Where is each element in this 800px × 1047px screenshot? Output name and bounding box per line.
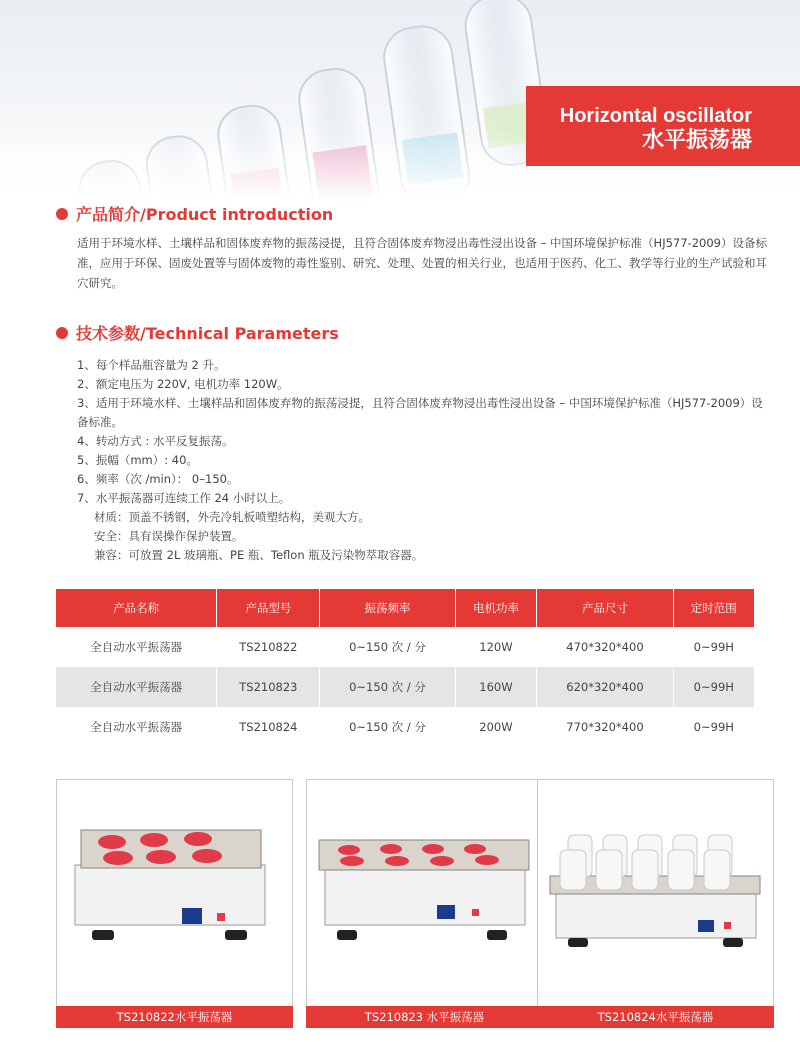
table-cell: TS210822	[217, 627, 320, 667]
oscillator-image	[538, 780, 773, 1006]
param-item: 5、振幅（mm）: 40。	[77, 453, 198, 467]
table-cell: 0~150 次 / 分	[320, 627, 455, 667]
table-header-cell: 振荡频率	[320, 589, 455, 627]
table-cell: 470*320*400	[537, 627, 673, 667]
table-row	[56, 667, 754, 707]
table-cell: 0~99H	[693, 720, 734, 734]
params-heading-text: 技术参数/Technical Parameters	[76, 324, 339, 343]
param-item: 7、水平振荡器可连续工作 24 小时以上。	[77, 491, 291, 505]
product-label: TS210824水平振荡器	[537, 1006, 774, 1028]
param-item: 材质：顶盖不锈钢，外壳冷轧板喷塑结构，美观大方。	[94, 510, 370, 524]
table-cell: TS210823	[217, 667, 320, 707]
table-cell: 0~99H	[673, 667, 754, 707]
hero-banner	[0, 0, 800, 200]
product-label: TS210823 水平振荡器	[306, 1006, 543, 1028]
table-cell: 0~150 次 / 分	[320, 707, 455, 747]
table-row	[56, 707, 754, 747]
param-item: 安全：具有误操作保护装置。	[94, 529, 244, 543]
spec-table	[56, 589, 754, 747]
table-cell: 620*320*400	[537, 667, 673, 707]
title-cn: 水平振荡器	[641, 128, 752, 153]
title-en: Horizontal oscillator	[559, 105, 752, 127]
param-item: 4、转动方式 : 水平反复振荡。	[77, 434, 234, 448]
bullet-dot-icon	[56, 327, 68, 339]
table-cell: 160W	[455, 667, 537, 707]
table-cell: 全自动水平振荡器	[56, 707, 217, 747]
table-cell: 0~150 次 / 分	[320, 667, 455, 707]
table-header-row	[56, 589, 754, 627]
table-cell: 0~99H	[693, 640, 734, 654]
title-box	[526, 86, 800, 166]
params-heading	[56, 321, 339, 344]
table-header-cell: 产品尺寸	[537, 589, 673, 627]
param-item: 兼容：可放置 2L 玻璃瓶、PE 瓶、Teflon 瓶及污染物萃取容器。	[94, 548, 424, 562]
table-header-cell: 产品型号	[217, 589, 320, 627]
oscillator-image	[57, 780, 292, 1006]
table-cell: 770*320*400	[537, 707, 673, 747]
table-cell: 120W	[455, 627, 537, 667]
intro-heading-text: 产品简介/Product introduction	[76, 205, 334, 224]
param-item: 2、额定电压为 220V, 电机功率 120W。	[77, 377, 289, 391]
product-label: TS210822水平振荡器	[56, 1006, 293, 1028]
table-cell: 200W	[455, 707, 537, 747]
table-cell: 全自动水平振荡器	[56, 627, 217, 667]
params-list	[77, 356, 767, 565]
product-card-ts210822	[56, 779, 293, 1028]
table-header-cell: 产品名称	[56, 589, 217, 627]
table-header-cell: 电机功率	[455, 589, 537, 627]
intro-body: 适用于环境水样、土壤样品和固体废弃物的振荡浸提，且符合固体废弃物浸出毒性浸出设备 – 中国环境保护标准（HJ577-2009）设备标准，应用于环保、固废处置等与固体废物的毒性鉴别、研究、处理、处置的相关行业，也适用于医药、化工、教学等行业的生产试验和耳穴研究。	[77, 236, 767, 290]
table-cell: TS210824	[217, 707, 320, 747]
param-item: 3、适用于环境水样、土壤样品和固体废弃物的振荡浸提，且符合固体废弃物浸出毒性浸出设备 – 中国环境保护标准（HJ577-2009）设备标准。	[77, 396, 763, 429]
product-card-ts210824	[537, 779, 774, 1028]
intro-heading	[56, 202, 333, 225]
table-header-cell: 定时范围	[673, 589, 754, 627]
param-item: 1、每个样品瓶容量为 2 升。	[77, 358, 226, 372]
product-card-ts210823	[306, 779, 543, 1028]
table-row	[56, 627, 754, 667]
oscillator-image	[307, 780, 542, 1006]
table-cell: 全自动水平振荡器	[56, 667, 217, 707]
param-item: 6、频率（次 /min）： 0–150。	[77, 472, 239, 486]
bullet-dot-icon	[56, 208, 68, 220]
